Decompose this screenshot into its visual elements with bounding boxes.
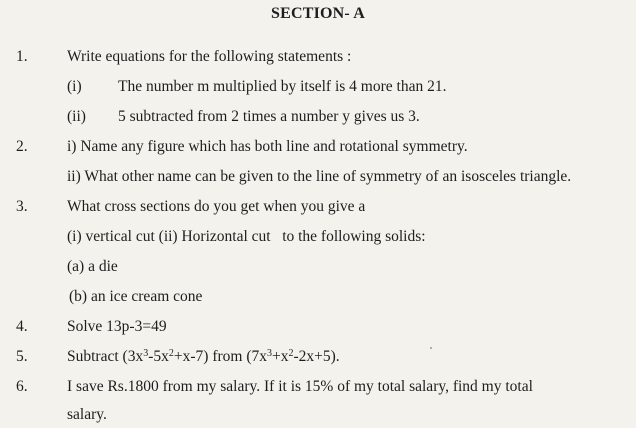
expr-part: -5x xyxy=(148,348,169,365)
question-text: (a) a die xyxy=(67,258,118,275)
question-text: (i) vertical cut (ii) Horizontal cut to the following solids: xyxy=(67,228,426,245)
question-text xyxy=(67,347,340,367)
question-text: (b) an ice cream cone xyxy=(69,288,203,305)
question-number: 1. xyxy=(16,48,28,65)
exponent: 3 xyxy=(143,348,149,359)
question-text: Write equations for the following statements : xyxy=(67,48,352,65)
expr-part: Subtract (3x xyxy=(67,348,144,365)
question-number: 5. xyxy=(16,348,28,365)
question-text: I save Rs.1800 from my salary. If it is 15% of my total salary, find my total xyxy=(67,378,533,395)
question-number: 2. xyxy=(16,138,28,155)
question-text: i) Name any figure which has both line and rotational symmetry. xyxy=(67,138,468,155)
exponent: 2 xyxy=(288,348,294,359)
sub-question-label: (ii) xyxy=(67,108,86,125)
sub-question-text: The number m multiplied by itself is 4 more than 21. xyxy=(118,78,447,95)
question-text: salary. xyxy=(67,406,107,423)
question-text: ii) What other name can be given to the line of symmetry of an isosceles triangle. xyxy=(67,168,572,185)
exponent: 2 xyxy=(168,348,174,359)
sub-question-text: 5 subtracted from 2 times a number y gives us 3. xyxy=(118,108,420,125)
expr-part: +x-7) from (7x xyxy=(173,348,267,365)
expr-part: -2x+5). xyxy=(293,348,340,365)
question-number: 4. xyxy=(16,318,28,335)
exponent: 3 xyxy=(266,348,272,359)
question-number: 3. xyxy=(16,198,28,215)
sub-question-label: (i) xyxy=(67,78,82,95)
scan-speck xyxy=(430,347,432,349)
question-text: Solve 13p-3=49 xyxy=(67,318,167,335)
expr-part: +x xyxy=(271,348,289,365)
question-number: 6. xyxy=(16,378,28,395)
section-heading: SECTION- A xyxy=(270,5,366,22)
question-text: What cross sections do you get when you give a xyxy=(67,198,366,215)
